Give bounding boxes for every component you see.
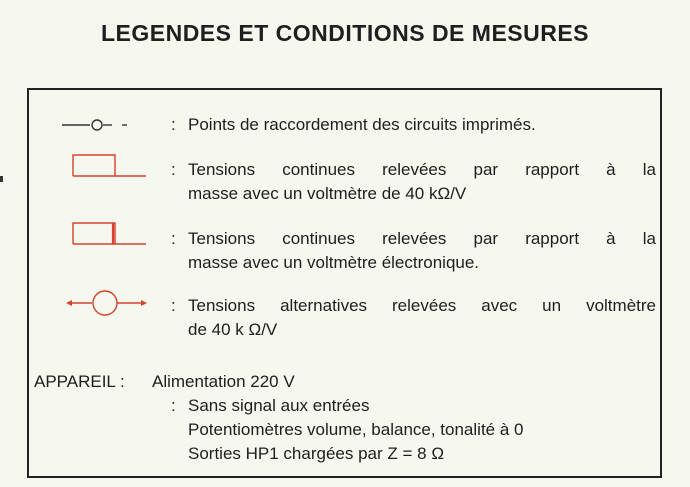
legend-text-dc-electronic [188, 227, 656, 275]
legend-line: masse avec un voltmètre de 40 kΩ/V [188, 184, 467, 203]
legend-line: Points de raccordement des circuits imprimés. [188, 115, 536, 134]
legend-colon: : [171, 160, 176, 179]
appareil-condition: Sorties HP1 chargées par Z = 8 Ω [188, 444, 445, 463]
legend-text-ac [188, 294, 656, 342]
page-title: LEGENDES ET CONDITIONS DE MESURES [100, 20, 590, 46]
legend-text-dc-40k [188, 158, 656, 206]
legend-colon: : [171, 296, 176, 315]
legend-colon: : [171, 115, 176, 134]
margin-mark [0, 176, 3, 182]
appareil-label: APPAREIL : [34, 372, 125, 391]
legend-line: masse avec un voltmètre électronique. [188, 253, 480, 272]
connection-point-icon [62, 115, 152, 135]
appareil-power: Alimentation 220 V [152, 372, 295, 391]
legend-line: Tensions alternatives relevées avec un voltmètre [188, 296, 656, 315]
legend-line: de 40 k Ω/V [188, 320, 278, 339]
legend-colon: : [171, 229, 176, 248]
ac-voltage-icon [64, 288, 154, 318]
appareil-colon: : [171, 396, 176, 415]
legend-text-connection [188, 113, 656, 137]
appareil-condition: Sans signal aux entrées [188, 396, 370, 415]
legend-line: Tensions continues relevées par rapport à la [188, 229, 656, 248]
appareil-condition: Potentiomètres volume, balance, tonalité à 0 [188, 420, 524, 439]
dc-voltage-electronic-icon [70, 220, 150, 248]
legend-line: Tensions continues relevées par rapport à la [188, 160, 656, 179]
dc-voltage-40k-icon [70, 152, 150, 180]
